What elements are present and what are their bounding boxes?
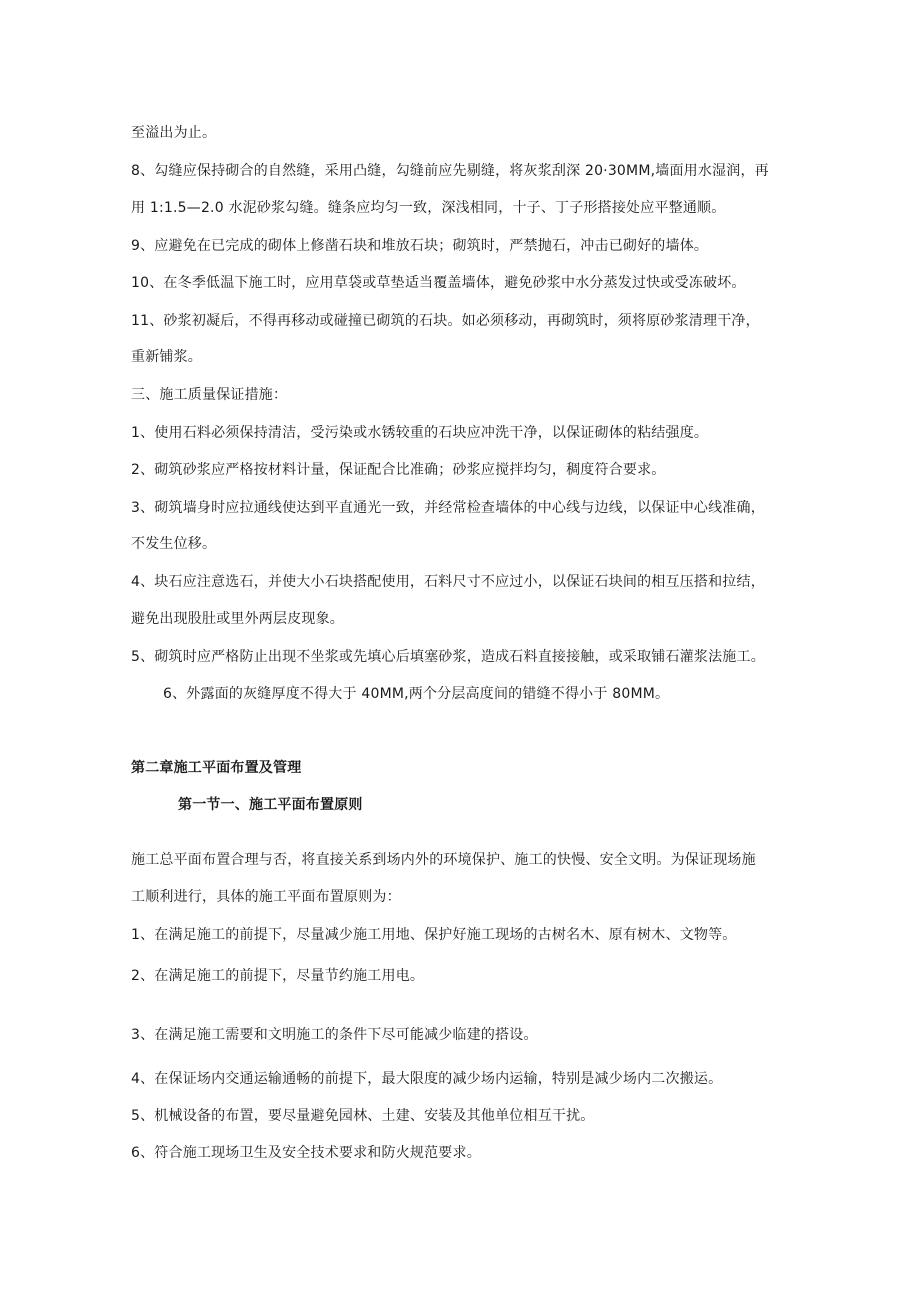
paragraph-line: 10、在冬季低温下施工时，应用草袋或草垫适当覆盖墙体，避免砂浆中水分蒸发过快或受冻破坏。 (131, 275, 746, 291)
paragraph-line: 2、在满足施工的前提下，尽量节约施工用电。 (131, 968, 425, 984)
paragraph-line: 至溢出为止。 (131, 125, 217, 141)
paragraph-line: 3、在满足施工需要和文明施工的条件下尽可能减少临建的搭设。 (131, 1027, 538, 1043)
section-heading: 第一节一、施工平面布置原则 (178, 797, 363, 813)
section-title: 三、施工质量保证措施： (131, 387, 288, 403)
paragraph-line: 1、在满足施工的前提下，尽量减少施工用地、保护好施工现场的古树名木、原有树木、文物等。 (131, 927, 737, 943)
paragraph-line: 避免出现股肚或里外两层皮现象。 (131, 611, 344, 627)
paragraph-line: 4、块石应注意选石，并使大小石块搭配使用，石料尺寸不应过小，以保证石块间的相互压搭和拉结， (131, 574, 765, 590)
paragraph-line: 重新铺浆。 (131, 349, 202, 365)
paragraph-line: 不发生位移。 (131, 536, 217, 552)
paragraph-line: 8、勾缝应保持砌合的自然缝，采用凸缝，勾缝前应先剔缝，将灰浆刮深 20·30MM,墙面用水湿润，再 (131, 163, 769, 179)
chapter-heading: 第二章施工平面布置及管理 (131, 760, 302, 776)
paragraph-line: 9、应避免在已完成的砌体上修凿石块和堆放石块；砌筑时，严禁抛石，冲击已砌好的墙体。 (131, 238, 709, 254)
paragraph-line: 3、砌筑墙身时应拉通线使达到平直通光一致，并经常检查墙体的中心线与边线，以保证中心线准确， (131, 500, 765, 516)
paragraph-line: 用 1:1.5—2.0 水泥砂浆勾缝。缝条应均匀一致，深浅相同，十子、丁子形搭接处应平整通顺。 (131, 200, 726, 216)
paragraph-line: 6、符合施工现场卫生及安全技术要求和防火规范要求。 (131, 1145, 481, 1161)
paragraph-line: 2、砌筑砂浆应严格按材料计量，保证配合比准确；砂浆应搅拌均匀，稠度符合要求。 (131, 462, 666, 478)
paragraph-line: 工顺利进行，具体的施工平面布置原则为： (131, 889, 401, 905)
paragraph-line: 1、使用石料必须保持清洁，受污染或水锈较重的石块应冲洗干净，以保证砌体的粘结强度。 (131, 425, 709, 441)
paragraph-line: 11、砂浆初凝后，不得再移动或碰撞已砌筑的石块。如必须移动，再砌筑时，须将原砂浆清理干净， (131, 313, 760, 329)
paragraph-line: 6、外露面的灰缝厚度不得大于 40MM,两个分层高度间的错缝不得小于 80MM。 (163, 686, 670, 702)
paragraph-line: 5、机械设备的布置，要尽量避免园林、土建、安装及其他单位相互干扰。 (131, 1108, 595, 1124)
paragraph-line: 施工总平面布置合理与否，将直接关系到场内外的环境保护、施工的快慢、安全文明。为保证现场施 (131, 852, 756, 868)
paragraph-line: 5、砌筑时应严格防止出现不坐浆或先填心后填塞砂浆，造成石料直接接触，或采取铺石灌浆法施工。 (131, 649, 765, 665)
paragraph-line: 4、在保证场内交通运输通畅的前提下，最大限度的减少场内运输，特别是减少场内二次搬运。 (131, 1071, 723, 1087)
